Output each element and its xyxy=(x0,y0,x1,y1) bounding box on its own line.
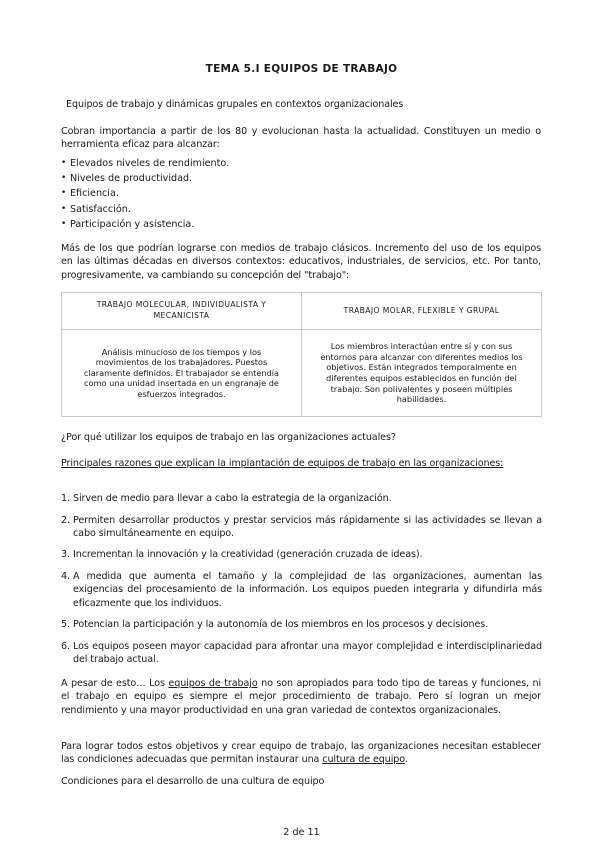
table-header-molar: TRABAJO MOLAR, FLEXIBLE Y GRUPAL xyxy=(302,293,542,330)
table-header-molecular: TRABAJO MOLECULAR, INDIVIDUALISTA Y MECANICISTA xyxy=(62,293,302,330)
list-item: • Eficiencia. xyxy=(61,186,229,201)
context-paragraph: Más de los que podrían lograrse con medios de trabajo clásicos. Incremento del uso de los equipos en las últimas décadas en diversos contextos: educativos, industriales, de servicios, etc. Por tanto, progresivamente, va cambiando su concepción del "trabajo": xyxy=(61,243,541,281)
conclusion-paragraph: A pesar de esto… Los equipos de trabajo no son apropiados para todo tipo de tareas y funciones, ni el trabajo en equipo es siempre el mejor procedimiento de trabajo. Pero sí logran un mejor rendimiento y una mayor productividad en una gran variedad de contextos organizacionales. xyxy=(61,678,542,716)
list-item: 6. Los equipos poseen mayor capacidad para afrontar una mayor complejidad e interdisciplinariedad del trabajo actual. xyxy=(61,640,542,666)
list-item: • Participación y asistencia. xyxy=(61,217,229,232)
list-item: 1. Sirven de medio para llevar a cabo la estrategia de la organización. xyxy=(61,493,392,504)
list-item: 3. Incrementan la innovación y la creatividad (generación cruzada de ideas). xyxy=(61,549,423,561)
intro-paragraph: Cobran importancia a partir de los 80 y evolucionan hasta la actualidad. Constituyen un medio o herramienta eficaz para alcanzar: xyxy=(61,126,541,151)
list-item: • Niveles de productividad. xyxy=(61,171,229,186)
list-item: 2. Permiten desarrollar productos y prestar servicios más rápidamente si las actividades se llevan a cabo simultáneamente en equipo. xyxy=(61,514,542,539)
team-culture-link: cultura de equipo xyxy=(322,754,405,766)
conditions-heading: Condiciones para el desarrollo de una cultura de equipo xyxy=(61,776,325,787)
goals-paragraph: Para lograr todos estos objetivos y crear equipo de trabajo, las organizaciones necesitan establecer las condiciones adecuadas que permitan instaurar una cultura de equipo. xyxy=(61,741,541,766)
list-item: 5. Potencian la participación y la autonomía de los miembros en los procesos y decisiones. xyxy=(61,619,489,631)
list-item: • Elevados niveles de rendimiento. xyxy=(61,156,229,171)
benefits-list xyxy=(61,156,229,232)
page-title: TEMA 5.I EQUIPOS DE TRABAJO xyxy=(205,63,398,75)
list-item: 4. A medida que aumenta el tamaño y la complejidad de las organizaciones, aumentan las exigencias del procesamiento de la información. Los equipos pueden integrarla y difundirla más eficazmente que los individuos. xyxy=(61,571,542,609)
reasons-heading: Principales razones que explican la implantación de equipos de trabajo en las organizaciones: xyxy=(61,458,504,469)
comparison-table xyxy=(61,292,542,417)
list-item: • Satisfacción. xyxy=(61,202,229,217)
subtitle: Equipos de trabajo y dinámicas grupales en contextos organizacionales xyxy=(66,99,404,110)
question-heading: ¿Por qué utilizar los equipos de trabajo en las organizaciones actuales? xyxy=(61,432,396,443)
page-number: 2 de 11 xyxy=(283,827,320,838)
table-cell-molar: Los miembros interactúan entre sí y con sus entornos para alcanzar con diferentes medios los objetivos. Están integrados temporalmente en diferentes equipos establecidos en función del trabajo. Son polivalentes y poseen múltiples habilidades. xyxy=(302,330,542,417)
team-work-link: equipos de trabajo xyxy=(168,678,258,689)
reasons-list xyxy=(61,492,542,675)
table-cell-molecular: Análisis minucioso de los tiempos y los movimientos de los trabajadores. Puestos claramente definidos. El trabajador se entendía como una unidad insertada en un engranaje de esfuerzos integrados. xyxy=(62,330,302,417)
